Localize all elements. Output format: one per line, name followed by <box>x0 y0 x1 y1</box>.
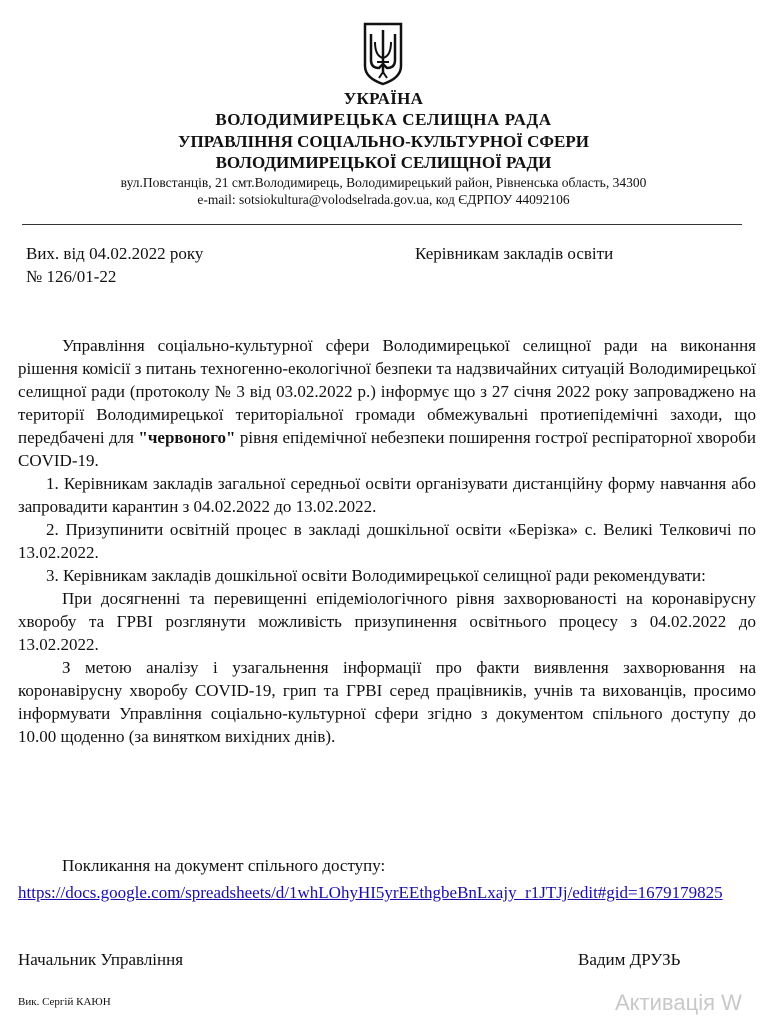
item-2: 2. Призупинити освітній процес в закладі дошкільної освіти «Берізка» с. Великі Телковичі по 13.02.2022. <box>18 520 756 562</box>
intro-bold-level: "червоного" <box>138 428 236 447</box>
executor-note: Вик. Сергій КАЮН <box>18 996 111 1008</box>
contacts-line: e-mail: sotsiokultura@volodselrada.gov.ua, код ЄДРПОУ 44092106 <box>197 192 570 207</box>
department-title-line2: ВОЛОДИМИРЕЦЬКОЇ СЕЛИЩНОЇ РАДИ <box>215 153 552 172</box>
intro-paragraph <box>18 334 756 472</box>
outgoing-number: № 126/01-22 <box>26 267 117 286</box>
item-1: 1. Керівникам закладів загальної середньої освіти організувати дистанційну форму навчання або запровадити карантин з 04.02.2022 до 13.02.2022. <box>18 474 756 516</box>
outgoing-date: Вих. від 04.02.2022 року <box>26 244 204 263</box>
activation-watermark: Активація W <box>615 990 742 1015</box>
inform-paragraph: З метою аналізу і узагальнення інформації про факти виявлення захворювання на коронавірусну хворобу COVID-19, грип та ГРВІ серед працівників, учнів та вихованців, просимо інформувати Управління соціально-культурної сфери згідно з документом спільного доступу до 10.00 щоденно (за винятком вихідних днів). <box>18 658 756 746</box>
link-label: Покликання на документ спільного доступу: <box>62 856 386 875</box>
recommend-paragraph: При досягненні та перевищенні епідеміологічного рівня захворюваності на коронавірусну хворобу та ГРВІ розглянути можливість призупинення освітнього процесу з 04.02.2022 до 13.02.2022. <box>18 589 756 654</box>
letter-body <box>18 334 756 748</box>
address-line: вул.Повстанців, 21 смт.Володимирець, Володимирецький район, Рівненська область, 34300 <box>120 175 647 190</box>
department-title-line1: УПРАВЛІННЯ СОЦІАЛЬНО-КУЛЬТУРНОЇ СФЕРИ <box>178 132 589 151</box>
council-title: ВОЛОДИМИРЕЦЬКА СЕЛИЩНА РАДА <box>215 110 552 129</box>
intro-text-part1: Управління соціально-культурної сфери Володимирецької селищної ради на виконання рішення комісії з питань техногенно-екологічної безпеки та надзвичайних ситуацій Володимирецької селищної ради (протоколу № 3 від 03.02.2022 р.) інформує що з 27 січня 2022 року запроваджено на території Володимирецької територіальної громади обмежувальні протиепідемічні заходи, що передбачені для <box>18 336 756 447</box>
intro-text-part2: рівня епідемічної небезпеки поширення гострої респіраторної хвороби COVID-19. <box>18 428 757 470</box>
country-title: УКРАЇНА <box>343 89 424 108</box>
addressee: Керівникам закладів освіти <box>415 244 614 263</box>
coat-of-arms-icon <box>363 22 403 86</box>
signature-position: Начальник Управління <box>18 950 184 969</box>
shared-document-link[interactable]: https://docs.google.com/spreadsheets/d/1whLOhyHI5yrEEthgbeBnLxajy_r1JTJj/edit#gid=1679179825 <box>18 883 723 902</box>
header-divider <box>22 224 742 225</box>
signature-name: Вадим ДРУЗЬ <box>578 950 681 969</box>
item-3: 3. Керівникам закладів дошкільної освіти Володимирецької селищної ради рекомендувати: <box>46 566 706 585</box>
